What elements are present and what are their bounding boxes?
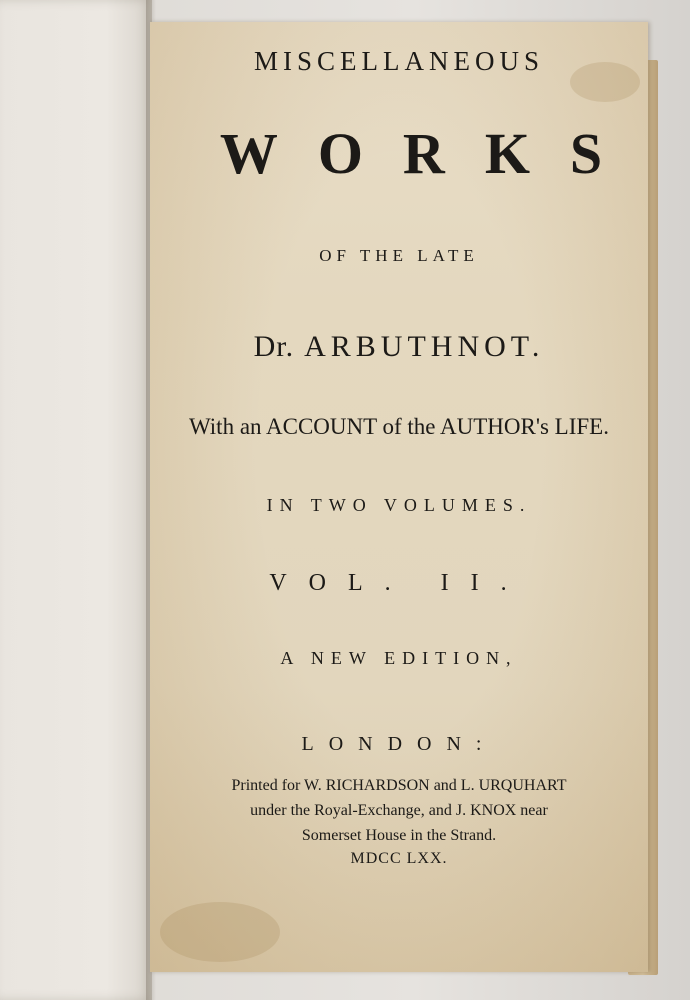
volumes-line: IN TWO VOLUMES. xyxy=(266,495,532,515)
imprint-line-2: under the Royal-Exchange, and J. KNOX near xyxy=(250,802,548,819)
title-line-works: WORKS xyxy=(219,121,643,186)
foxing-stain xyxy=(160,902,280,962)
author-prefix: Dr. xyxy=(253,330,295,363)
imprint-place: LONDON: xyxy=(301,733,497,755)
title-page xyxy=(150,22,648,972)
subtitle-line: With an ACCOUNT of the AUTHOR's LIFE. xyxy=(189,414,609,439)
imprint-date: MDCC LXX. xyxy=(350,850,448,867)
imprint-line-3: Somerset House in the Strand. xyxy=(301,827,497,844)
author-line xyxy=(150,330,648,364)
title-line-of-the-late: OF THE LATE xyxy=(319,246,479,265)
title-line-miscellaneous: MISCELLANEOUS xyxy=(253,46,544,76)
blank-endpaper xyxy=(0,0,152,1000)
imprint-line-1: Printed for W. RICHARDSON and L. URQUHART xyxy=(231,777,567,794)
author-name: ARBUTHNOT. xyxy=(304,330,545,363)
edition-line: A NEW EDITION, xyxy=(280,648,518,668)
volume-number: VOL. II. xyxy=(269,570,529,596)
